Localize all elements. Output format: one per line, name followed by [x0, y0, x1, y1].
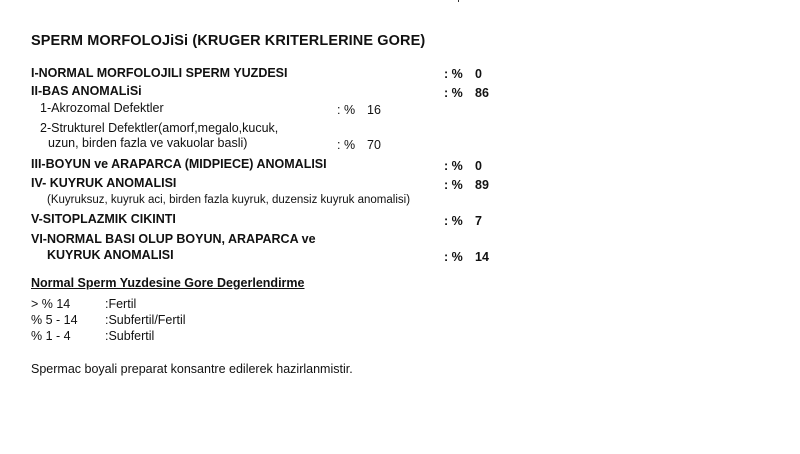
footer-note: Spermac boyali preparat konsantre edilerek hazirlanmistir. — [31, 362, 353, 376]
row-tail-anomaly-value: 89 — [475, 178, 489, 192]
row-midpiece-anomaly-label: III-BOYUN ve ARAPARCA (MIDPIECE) ANOMALISI — [31, 157, 327, 171]
row-normal-head-other-sep: : % — [444, 250, 463, 264]
row-acrosomal-value: 16 — [367, 103, 381, 117]
row-tail-anomaly-sep: : % — [444, 178, 463, 192]
row-acrosomal-sep: : % — [337, 103, 356, 117]
evaluation-result-subfertile: :Subfertil — [105, 329, 155, 343]
scan-artifact — [458, 0, 463, 2]
row-normal-head-other-label-line1: VI-NORMAL BASI OLUP BOYUN, ARAPARCA ve — [31, 232, 316, 246]
row-structural-label-line2: uzun, birden fazla ve vakuolar basli) — [48, 136, 248, 150]
row-cytoplasmic-value: 7 — [475, 214, 482, 228]
row-acrosomal-label: 1-Akrozomal Defektler — [40, 101, 164, 115]
row-tail-anomaly-note: (Kuyruksuz, kuyruk aci, birden fazla kuyruk, duzensiz kuyruk anomalisi) — [47, 194, 411, 206]
row-normal-morphology-sep: : % — [444, 67, 463, 81]
row-midpiece-anomaly-value: 0 — [475, 159, 482, 173]
evaluation-heading: Normal Sperm Yuzdesine Gore Degerlendirme — [31, 276, 305, 290]
row-cytoplasmic-sep: : % — [444, 214, 463, 228]
row-head-anomaly-value: 86 — [475, 86, 489, 100]
evaluation-range-subfertile: % 1 - 4 — [31, 329, 71, 343]
row-structural-value: 70 — [367, 138, 381, 152]
report-title: SPERM MORFOLOJiSi (KRUGER KRITERLERINE GORE) — [31, 33, 426, 49]
row-midpiece-anomaly-sep: : % — [444, 159, 463, 173]
row-normal-morphology-label: I-NORMAL MORFOLOJILI SPERM YUZDESI — [31, 66, 288, 80]
evaluation-result-subfertile-fertile: :Subfertil/Fertil — [105, 313, 186, 327]
row-normal-head-other-value: 14 — [475, 250, 489, 264]
row-cytoplasmic-label: V-SITOPLAZMIK CIKINTI — [31, 212, 176, 226]
row-head-anomaly-sep: : % — [444, 86, 463, 100]
row-structural-label-line1: 2-Strukturel Defektler(amorf,megalo,kucuk, — [40, 121, 279, 135]
row-structural-sep: : % — [337, 138, 356, 152]
row-tail-anomaly-label: IV- KUYRUK ANOMALISI — [31, 176, 177, 190]
row-normal-morphology-value: 0 — [475, 67, 482, 81]
evaluation-range-fertile: > % 14 — [31, 297, 71, 311]
row-normal-head-other-label-line2: KUYRUK ANOMALISI — [47, 248, 174, 262]
row-head-anomaly-label: II-BAS ANOMALiSi — [31, 84, 142, 98]
evaluation-result-fertile: :Fertil — [105, 297, 137, 311]
evaluation-range-subfertile-fertile: % 5 - 14 — [31, 313, 78, 327]
